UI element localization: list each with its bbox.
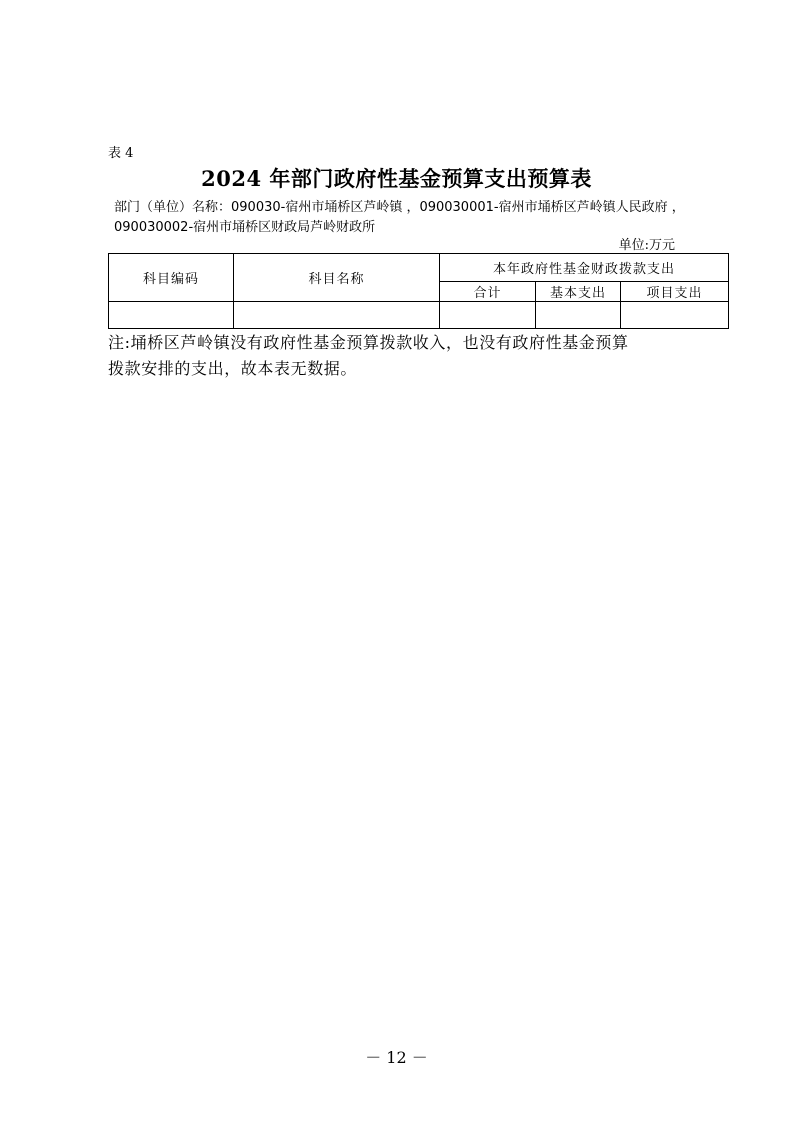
department-name-line-1: 部门（单位）名称：090030-宿州市埇桥区芦岭镇 ，090030001-宿州市埇桥区芦岭镇人民政府 ， xyxy=(114,200,685,215)
budget-table xyxy=(108,253,729,329)
unit-label: 单位:万元 xyxy=(618,238,675,253)
table-row xyxy=(109,302,729,329)
empty-cell xyxy=(109,302,234,329)
table-header-row xyxy=(109,254,729,282)
empty-cell xyxy=(536,302,621,329)
empty-cell xyxy=(234,302,440,329)
department-name-line-2: 090030002-宿州市埇桥区财政局芦岭财政所 xyxy=(114,220,376,235)
empty-cell xyxy=(621,302,729,329)
header-fund-expenditure-group: 本年政府性基金财政拨款支出 xyxy=(440,254,729,282)
page-number: － 12 － xyxy=(365,1048,428,1067)
document-title: 2024 年部门政府性基金预算支出预算表 xyxy=(201,166,592,191)
header-basic-expenditure: 基本支出 xyxy=(536,282,621,302)
table-number-label: 表 4 xyxy=(108,146,134,161)
header-subject-name: 科目名称 xyxy=(234,254,440,302)
note-line-1: 注:埇桥区芦岭镇没有政府性基金预算拨款收入，也没有政府性基金预算 xyxy=(108,333,629,352)
empty-cell xyxy=(440,302,536,329)
header-project-expenditure: 项目支出 xyxy=(621,282,729,302)
header-subject-code: 科目编码 xyxy=(109,254,234,302)
header-total: 合计 xyxy=(440,282,536,302)
note-line-2: 拨款安排的支出，故本表无数据。 xyxy=(108,359,358,378)
